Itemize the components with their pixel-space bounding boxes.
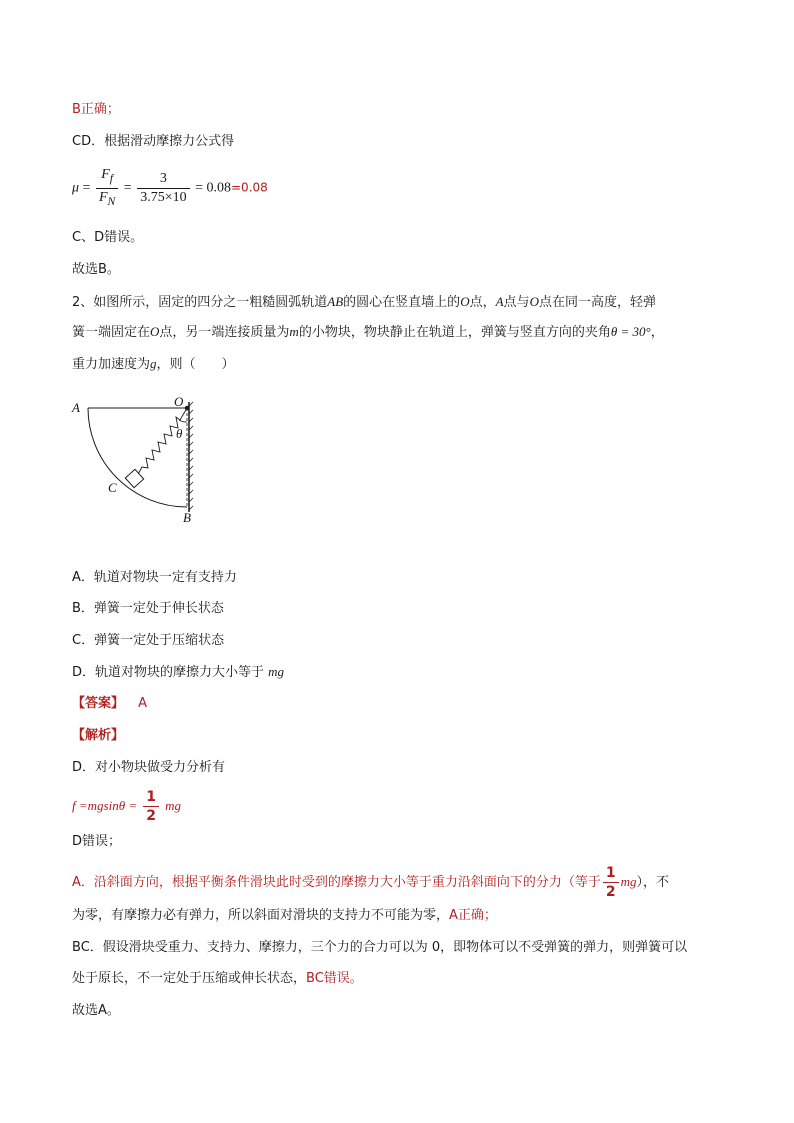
q-text-1a: 2、如图所示，固定的四分之一粗糙圆弧轨道 (72, 295, 328, 310)
question-line-3 (72, 354, 235, 375)
ff-symbol: F (101, 167, 110, 182)
formula-eq-3: = 0.08 (195, 180, 231, 196)
a-half-fraction (603, 864, 619, 901)
analysis-bc-line-2 (72, 969, 363, 989)
analysis-a-line-1 (72, 862, 669, 903)
q-a: A (495, 294, 504, 309)
angle-theta-arc (179, 420, 187, 422)
q-o3: O (150, 324, 160, 339)
answer-value: A (138, 696, 148, 711)
a-line1-tail: ），不 (636, 875, 670, 890)
fn-subscript: N (107, 194, 116, 208)
analysis-a-line-2 (72, 906, 497, 926)
formula-result: =0.08 (231, 180, 268, 195)
a-line2-text: 为零，有摩擦力必有弹力，所以斜面对滑块的支持力不可能为零， (72, 908, 450, 923)
option-b: B．弹簧一定处于伸长状态 (72, 601, 224, 616)
prev-cd-intro: CD．根据滑动摩擦力公式得 (72, 134, 235, 149)
label-o: O (174, 394, 184, 409)
numeric-numerator: 3 (159, 170, 167, 186)
analysis-d-wrong: D错误； (72, 834, 122, 849)
q-text-2b: 点，另一端连接质量为 (159, 325, 290, 340)
half-denominator: 2 (143, 806, 159, 825)
block-c (125, 469, 143, 487)
answer-line (72, 694, 147, 714)
a-line2-correct: A正确； (449, 908, 497, 923)
q-ab: AB (327, 294, 344, 309)
q-text-1c: 点， (469, 295, 496, 310)
prev-cd-wrong: C、D错误。 (72, 230, 144, 245)
a-line1-text: A．沿斜面方向，根据平衡条件滑块此时受到的摩擦力大小等于重力沿斜面向下的分力（等于 (72, 875, 601, 890)
q-text-2c: 的小物块，物块静止在轨道上，弹簧与竖直方向的夹角 (298, 325, 611, 340)
option-c: C．弹簧一定处于压缩状态 (72, 633, 225, 648)
analysis-d-intro: D．对小物块做受力分析有 (72, 760, 226, 775)
q-text-1d: 点与 (503, 295, 530, 310)
label-theta: θ (176, 426, 183, 441)
a-half-denominator: 2 (603, 882, 619, 901)
label-b: B (183, 510, 191, 525)
arc-track-diagram (66, 390, 216, 530)
a-half-numerator: 1 (605, 865, 616, 881)
formula-eq-1: = (82, 180, 91, 196)
friction-coefficient-formula (72, 166, 268, 211)
option-d (72, 662, 284, 683)
question-line-2 (72, 322, 664, 343)
label-c: C (108, 480, 117, 495)
analysis-label (72, 726, 124, 746)
formula-eq-2: = (123, 180, 132, 196)
prev-b-correct-text: B正确； (72, 102, 120, 117)
spring (137, 408, 187, 476)
q-text-3b: ，则（ ） (156, 357, 235, 372)
q-text-1e: 点在同一高度，轻弹 (538, 295, 656, 310)
q-theta: θ = 30° (610, 324, 651, 339)
bc-line2-text: 处于原长，不一定处于压缩或伸长状态， (72, 971, 307, 986)
fn-symbol: F (98, 189, 108, 205)
mu-symbol: μ (72, 180, 80, 196)
q-text-2d: ， (650, 325, 664, 340)
option-d-mg: mg (268, 664, 285, 679)
prev-b-correct (72, 100, 120, 120)
bc-line2-wrong: BC错误。 (306, 971, 363, 986)
q-text-1b: 的圆心在竖直墙上的 (343, 295, 461, 310)
analysis-bc-line-1: BC．假设滑块受重力、支持力、摩擦力，三个力的合力可以为 0，即物体可以不受弹簧的弹力，则弹簧可以 (72, 940, 688, 955)
f-mg: mg (165, 798, 182, 813)
quarter-arc (88, 408, 187, 507)
half-fraction (143, 788, 159, 825)
option-d-text: D．轨道对物块的摩擦力大小等于 (72, 665, 265, 680)
analysis-choose: 故选A。 (72, 1003, 120, 1018)
q-m: m (289, 324, 299, 339)
option-a: A．轨道对物块一定有支持力 (72, 570, 237, 585)
q-o: O (460, 294, 470, 309)
half-numerator: 1 (146, 789, 156, 805)
f-formula-text: f =mgsinθ = (72, 798, 138, 813)
q-o2: O (529, 294, 539, 309)
prev-choose: 故选B。 (72, 262, 120, 277)
ff-over-fn-fraction (96, 166, 118, 211)
friction-formula (72, 786, 181, 827)
numeric-fraction (137, 170, 189, 207)
q-g: g (150, 356, 157, 371)
analysis-label-text: 【解析】 (72, 728, 125, 743)
q-text-2a: 簧一端固定在 (72, 325, 151, 340)
q-text-3a: 重力加速度为 (72, 357, 151, 372)
numeric-denominator: 3.75×10 (137, 188, 189, 207)
a-line1-mg: mg (620, 874, 637, 889)
ff-subscript: f (109, 171, 114, 185)
answer-label: 【答案】 (72, 696, 125, 711)
label-a: A (72, 400, 80, 415)
question-line-1 (72, 292, 656, 313)
